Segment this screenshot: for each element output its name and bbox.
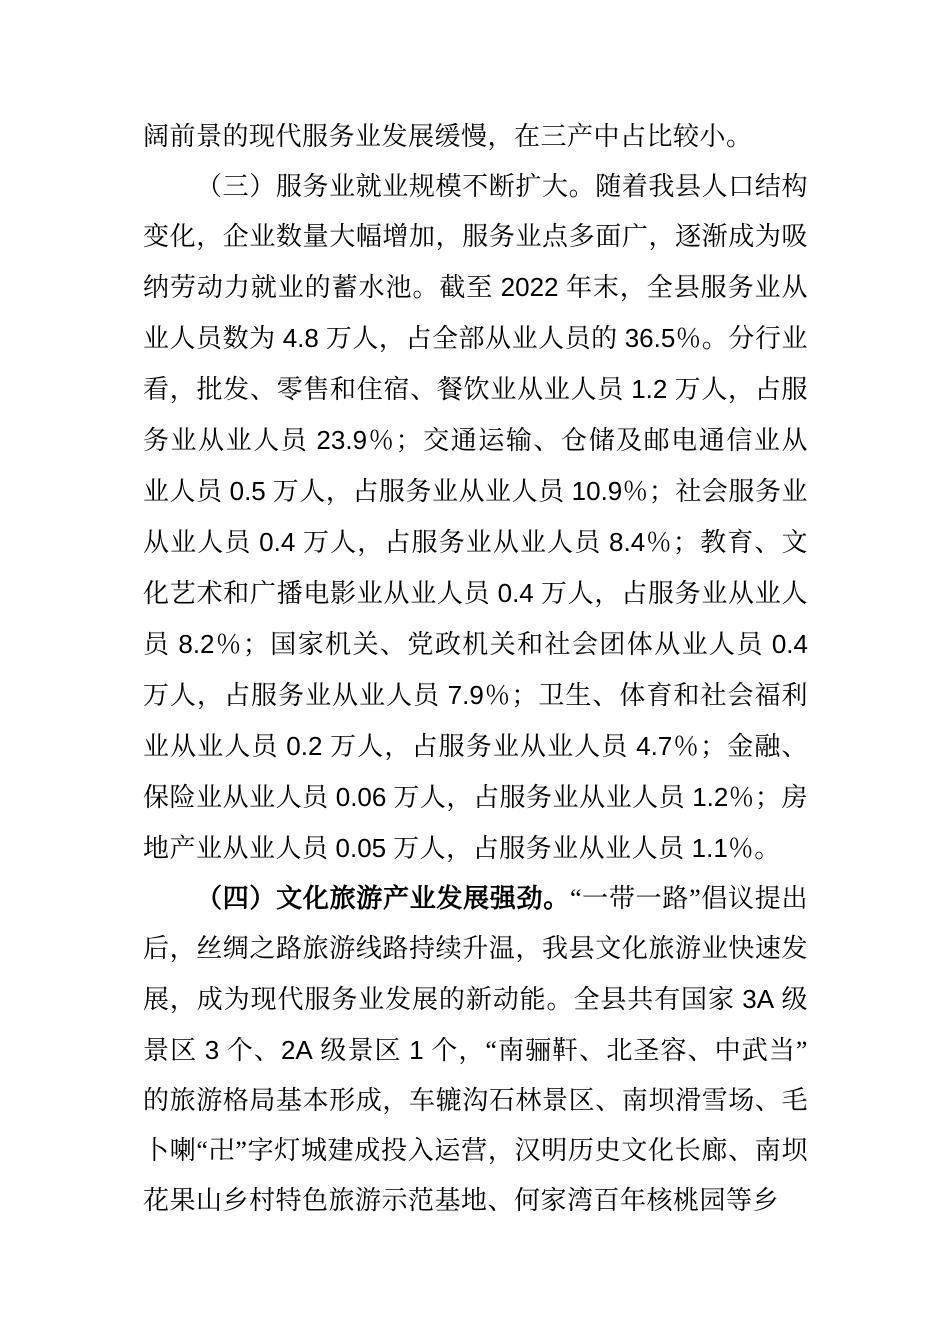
cjk-text: 万人，占全部从业人员的 [318, 324, 625, 353]
cjk-text: ％。 [727, 834, 781, 863]
latin-text: 1 [409, 1035, 424, 1065]
paragraph [143, 162, 808, 874]
cjk-text: 万人，占服务业从业人员 [143, 375, 808, 455]
latin-text: 0.5 [229, 476, 266, 506]
cjk-text: ％；社会服务业从业人员 [143, 477, 808, 557]
cjk-text: ％。分行业看，批发、零售和住宿、餐饮业从业人员 [143, 324, 808, 404]
paragraph-run [143, 884, 808, 1215]
latin-text: 3A [742, 984, 775, 1014]
latin-text: 8.2 [178, 629, 215, 659]
latin-text: 10.9 [571, 476, 623, 506]
cjk-text: 万人，占服务业从业人员 [143, 681, 448, 710]
cjk-text: 万人，占服务业从业人员 [386, 783, 693, 812]
latin-text: 1.2 [692, 782, 729, 812]
latin-text: 4.8 [282, 323, 319, 353]
latin-text: 36.5 [624, 323, 676, 353]
cjk-text: 万人，占服务业从业人员 [295, 528, 610, 557]
latin-text: 0.05 [335, 833, 387, 863]
cjk-text: ％；教育、文化艺术和广播电影业从业人员 [143, 528, 808, 608]
paragraph [143, 874, 808, 1226]
paragraph-run [143, 172, 808, 863]
cjk-text: 个、 [219, 1036, 281, 1065]
paragraph [143, 112, 808, 162]
cjk-text: 个，“南骊靬、北圣容、中武当”的旅游格局基本形成，车辘沟石林景区、南坝滑雪场、毛卜喇“卍”字灯城建成投入运营，汉明历史文化长廊、南坝花果山乡村特色旅游示范基地、何家湾百年核桃园等乡 [143, 1036, 808, 1215]
cjk-text: 万人，占服务业从业人员 [386, 834, 692, 863]
latin-text: 0.2 [286, 731, 323, 761]
cjk-text: 万人，占服务业从业人员 [322, 732, 637, 761]
cjk-text: 万人，占服务业从业人员 [265, 477, 572, 506]
paragraph-lead-bold [196, 884, 570, 913]
latin-text: 8.4 [609, 527, 646, 557]
latin-text: 0.06 [335, 782, 387, 812]
cjk-text: ％；卫生、体育和社会福利业从业人员 [143, 681, 808, 761]
latin-text: 0.4 [259, 527, 296, 557]
cjk-text: （四）文化旅游产业发展强劲。 [196, 884, 570, 913]
latin-text: 0.4 [771, 629, 808, 659]
latin-text: 4.7 [636, 731, 673, 761]
cjk-text: ％；交通运输、仓储及邮电通信业从业人员 [143, 426, 808, 506]
cjk-text: “一带一路”倡议提出后，丝绸之路旅游线路持续升温，我县文化旅游业快速发展，成为现代服务业发展的新动能。全县共有国家 [143, 884, 808, 1014]
cjk-text: （三）服务业就业规模不断扩大。随着我县人口结构变化，企业数量大幅增加，服务业点多面广，逐渐成为吸纳劳动力就业的蓄水池。截至 [143, 172, 808, 302]
cjk-text: ％；房地产业从业人员 [143, 783, 808, 863]
cjk-text: ％；金融、保险业从业人员 [143, 732, 808, 812]
latin-text: 23.9 [316, 425, 368, 455]
cjk-text: 年末，全县服务业从业人员数为 [143, 273, 808, 353]
cjk-text: 万人，占服务业从业人员 [143, 579, 808, 659]
latin-text: 2A [280, 1035, 313, 1065]
latin-text: 2022 [500, 272, 559, 302]
cjk-text: 级景区 [143, 985, 808, 1065]
document-body [143, 112, 808, 1226]
latin-text: 0.4 [497, 578, 534, 608]
latin-text: 1.2 [631, 374, 668, 404]
paragraph-run [143, 122, 753, 151]
cjk-text: 级景区 [312, 1036, 410, 1065]
latin-text: 7.9 [447, 680, 484, 710]
latin-text: 3 [204, 1035, 220, 1065]
latin-text: 1.1 [691, 833, 728, 863]
cjk-text: ％；国家机关、党政机关和社会团体从业人员 [214, 630, 772, 659]
cjk-text: 阔前景的现代服务业发展缓慢，在三产中占比较小。 [143, 122, 753, 151]
